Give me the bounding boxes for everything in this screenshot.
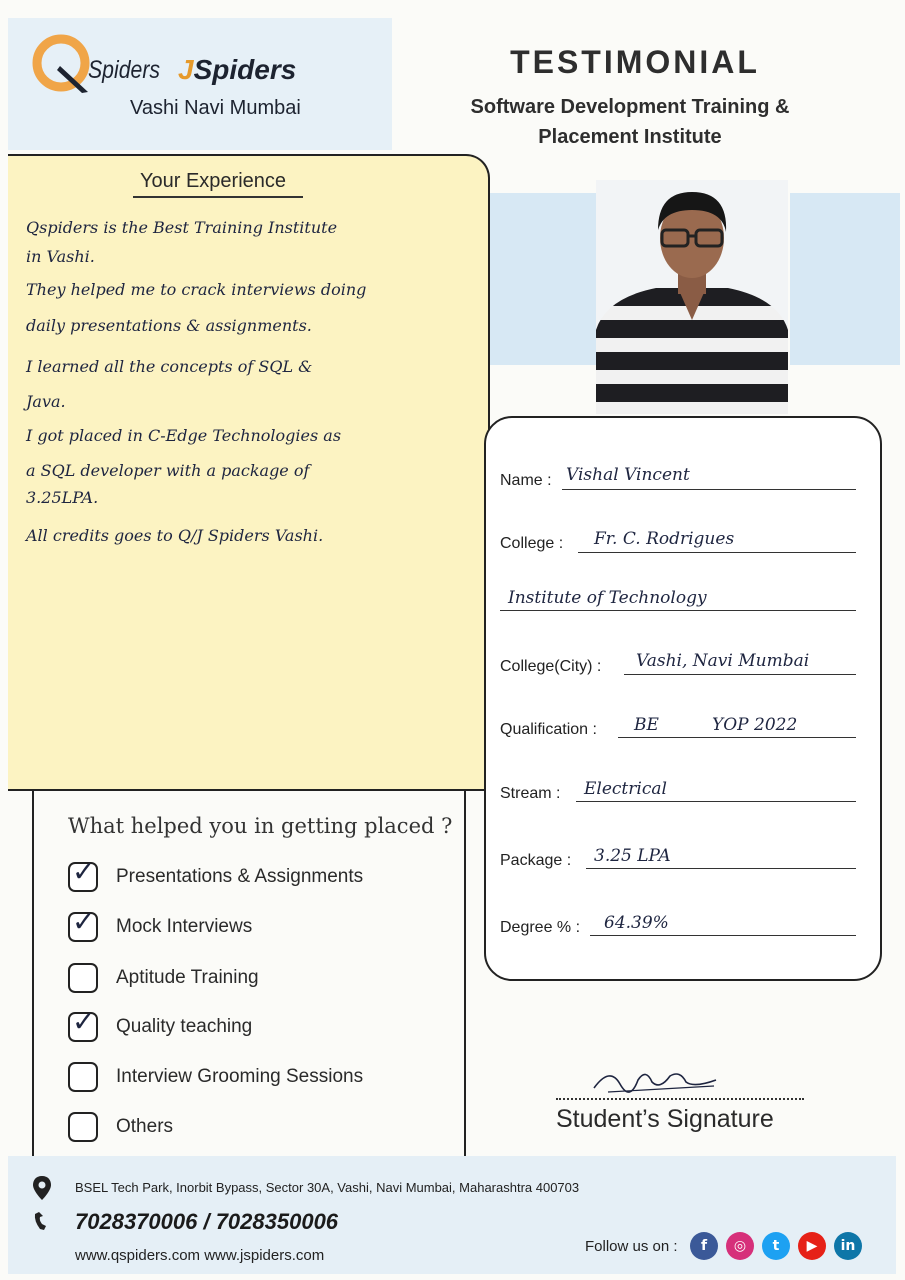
checkbox — [68, 963, 98, 993]
checkmark-icon: ✓ — [72, 905, 96, 938]
document-subtitle — [430, 92, 830, 152]
college-city-value: Vashi, Navi Mumbai — [636, 651, 810, 671]
checkbox — [68, 1112, 98, 1142]
experience-line: 3.25LPA. — [26, 488, 99, 507]
checkbox — [68, 855, 98, 892]
experience-line: Qspiders is the Best Training Institute — [26, 218, 338, 237]
checklist-item-label: Others — [116, 1116, 174, 1137]
degree-percent-value: 64.39% — [604, 913, 669, 933]
phone-numbers: 7028370006 / 7028350006 — [75, 1209, 339, 1234]
checklist-item — [68, 1110, 173, 1144]
college-line — [578, 552, 856, 553]
address: BSEL Tech Park, Inorbit Bypass, Sector 30A, Vashi, Navi Mumbai, Maharashtra 400703 — [75, 1180, 580, 1195]
college-label: College : — [500, 535, 564, 552]
checklist-item-label: Aptitude Training — [116, 967, 259, 988]
college-city-line — [624, 674, 856, 675]
stream-value: Electrical — [584, 779, 667, 799]
stream-label: Stream : — [500, 785, 561, 802]
checklist-item — [68, 905, 253, 944]
brand-j-initial: J — [178, 54, 194, 85]
document-title: TESTIMONIAL — [510, 44, 760, 80]
experience-line: All credits goes to Q/J Spiders Vashi. — [26, 526, 324, 545]
follow-us-label: Follow us on : — [585, 1238, 678, 1255]
year-of-passing-value: YOP 2022 — [712, 715, 798, 735]
checklist-item — [68, 855, 364, 894]
checklist-item — [68, 1005, 253, 1044]
checklist-item — [68, 961, 259, 995]
experience-heading-underline — [133, 196, 303, 198]
branch-name: Vashi Navi Mumbai — [130, 97, 301, 119]
package-label: Package : — [500, 852, 572, 869]
package-line — [586, 868, 856, 869]
experience-line: They helped me to crack interviews doing — [26, 280, 367, 299]
checkbox — [68, 1005, 98, 1042]
youtube-icon[interactable]: ▶ — [798, 1232, 826, 1260]
college-value-continued: Institute of Technology — [508, 588, 707, 608]
experience-line: in Vashi. — [26, 247, 95, 266]
checkbox — [68, 1062, 98, 1092]
student-photo — [596, 180, 788, 414]
checklist-item-label: Quality teaching — [116, 1016, 253, 1037]
brand-j-rest: Spiders — [193, 54, 297, 85]
experience-line: Java. — [26, 392, 66, 411]
qualification-value: BE — [634, 715, 659, 735]
stream-line — [576, 801, 856, 802]
signature-line — [556, 1098, 804, 1100]
experience-line: I learned all the concepts of SQL & — [26, 357, 313, 376]
checkmark-icon: ✓ — [72, 855, 96, 888]
college-line-2 — [500, 610, 856, 611]
checklist-heading: What helped you in getting placed ? — [68, 814, 453, 838]
checkbox — [68, 905, 98, 942]
experience-line: I got placed in C-Edge Technologies as — [26, 426, 342, 445]
checklist-item-label: Mock Interviews — [116, 916, 253, 937]
degree-percent-line — [590, 935, 856, 936]
experience-heading: Your Experience — [140, 170, 287, 192]
college-value: Fr. C. Rodrigues — [594, 529, 735, 549]
college-city-label: College(City) : — [500, 658, 602, 675]
brand-jspiders — [178, 54, 296, 86]
phone-icon — [34, 1211, 50, 1231]
linkedin-icon[interactable]: in — [834, 1232, 862, 1260]
subtitle-line-2: Placement Institute — [538, 126, 722, 148]
name-line — [562, 489, 856, 490]
facebook-icon[interactable]: f — [690, 1232, 718, 1260]
signature-scribble — [590, 1062, 720, 1096]
experience-line: daily presentations & assignments. — [26, 316, 312, 335]
student-details-card — [484, 416, 882, 981]
location-pin-icon — [33, 1176, 51, 1200]
signature-label: Student’s Signature — [556, 1105, 774, 1133]
subtitle-line-1: Software Development Training & — [470, 96, 790, 118]
websites: www.qspiders.com www.jspiders.com — [75, 1247, 325, 1264]
qspiders-logo-icon — [30, 32, 92, 94]
name-label: Name : — [500, 472, 552, 489]
instagram-icon[interactable]: ◎ — [726, 1232, 754, 1260]
checklist-item-label: Presentations & Assignments — [116, 866, 364, 887]
photo-backdrop-right — [790, 193, 900, 365]
twitter-icon[interactable]: t — [762, 1232, 790, 1260]
degree-percent-label: Degree % : — [500, 919, 581, 936]
qualification-line — [618, 737, 856, 738]
checkmark-icon: ✓ — [72, 1005, 96, 1038]
checklist-item — [68, 1060, 363, 1094]
experience-line: a SQL developer with a package of — [26, 461, 310, 480]
photo-backdrop-left — [490, 193, 596, 365]
name-value: Vishal Vincent — [566, 465, 690, 485]
package-value: 3.25 LPA — [594, 846, 671, 866]
qualification-label: Qualification : — [500, 721, 597, 738]
checklist-item-label: Interview Grooming Sessions — [116, 1066, 364, 1087]
brand-qspiders: Spiders — [88, 56, 161, 84]
